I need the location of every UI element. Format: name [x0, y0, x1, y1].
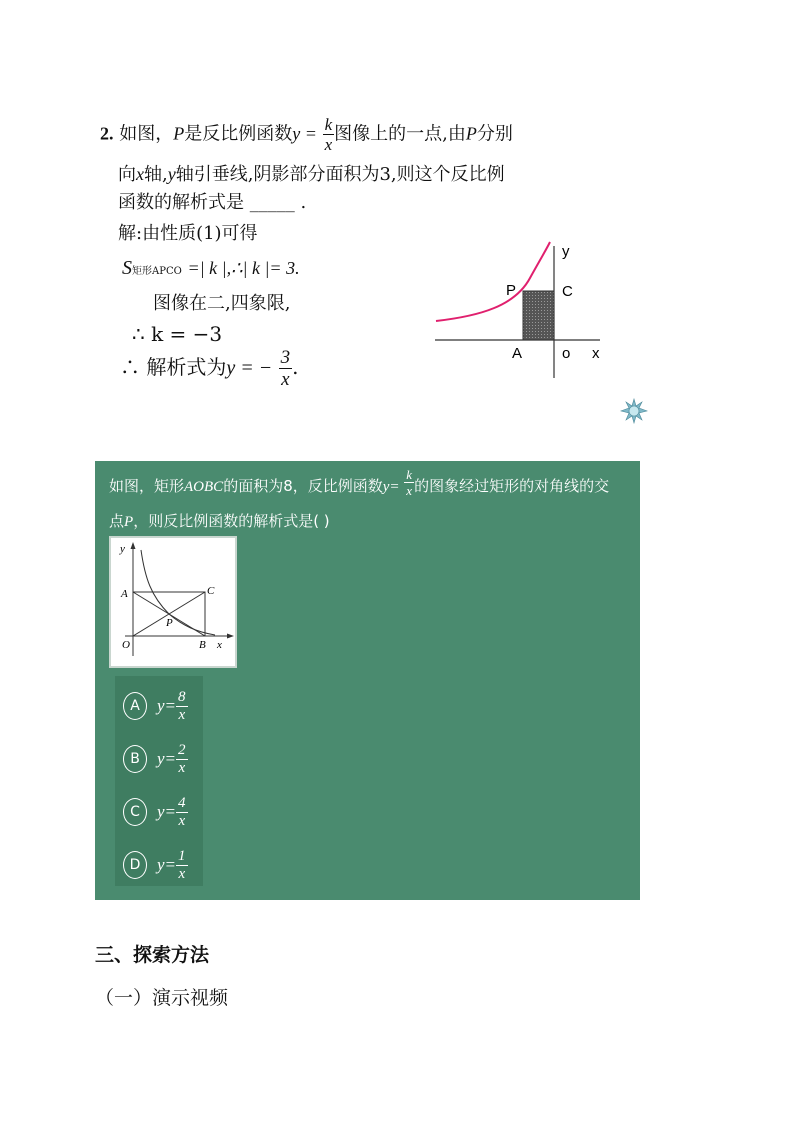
period: . — [292, 355, 299, 379]
green-board — [95, 461, 640, 900]
text: 如图， — [119, 123, 174, 145]
text: 的图象经过矩形的对角线的交 — [414, 477, 610, 495]
rect-name: AOBC — [184, 479, 224, 495]
text: 如图，矩形 — [109, 477, 185, 495]
board-fraction-k-over-x — [404, 468, 414, 497]
hyperbola-graph — [430, 238, 620, 383]
option-a-letter: A — [123, 692, 147, 720]
frac-den: x — [178, 759, 186, 776]
text: 点 — [109, 512, 125, 530]
fraction-k-over-x — [323, 116, 335, 153]
fig-label-c: C — [207, 585, 215, 597]
var-x: x — [136, 164, 144, 184]
graph-label-a: A — [512, 345, 523, 362]
solution-line-1: 解:由性质(1)可得 — [118, 223, 258, 244]
frac-den: x — [324, 135, 333, 154]
option-d[interactable] — [123, 843, 188, 887]
board-figure — [109, 536, 237, 668]
frac-num: 1 — [178, 847, 186, 864]
option-c[interactable] — [123, 790, 188, 834]
graph-label-y: y — [562, 243, 570, 260]
answer-fraction — [279, 348, 293, 389]
solution-line-3: 图像在二,四象限, — [153, 293, 291, 314]
frac-num: 2 — [178, 741, 186, 758]
problem-line-3: 函数的解析式是 _____ . — [118, 192, 307, 213]
var-p: P — [173, 123, 185, 144]
fig-label-b: B — [199, 639, 206, 651]
option-a-fraction — [176, 690, 188, 723]
var-y: y — [167, 164, 176, 184]
fig-label-x: x — [217, 639, 222, 651]
option-d-letter: D — [123, 851, 147, 879]
text: 轴引垂线,阴影部分面积为3,则这个反比例 — [175, 164, 505, 185]
text: 的面积为8，反比例函数 — [223, 477, 383, 495]
text: ∴ 解析式为 — [120, 355, 227, 379]
fig-label-a: A — [121, 588, 128, 600]
board-question-line-2 — [109, 510, 330, 531]
y-eq: y = − — [226, 357, 273, 379]
shaded-rectangle — [523, 291, 554, 340]
graph-label-c: C — [562, 283, 573, 300]
graph-label-p: P — [506, 282, 517, 299]
solution-line-2 — [122, 254, 300, 286]
option-b[interactable] — [123, 737, 188, 781]
option-d-lhs: y= — [157, 855, 177, 874]
option-b-fraction — [176, 743, 188, 776]
problem-number: 2. — [100, 123, 114, 144]
text: 分别 — [476, 123, 513, 145]
fig-label-p: P — [166, 617, 173, 629]
text: ，则反比例函数的解析式是( ) — [133, 512, 330, 530]
y-equals: y = — [292, 123, 317, 144]
option-a-lhs: y= — [157, 696, 177, 715]
text: 图像上的一点,由 — [334, 123, 466, 145]
frac-den: x — [178, 706, 186, 723]
text: 是反比例函数 — [184, 123, 293, 145]
sun-icon — [620, 398, 648, 424]
frac-den: x — [406, 483, 413, 498]
var-p: P — [124, 514, 134, 530]
frac-den: x — [178, 812, 186, 829]
option-a[interactable] — [123, 684, 188, 728]
frac-num: k — [406, 467, 413, 482]
frac-den: x — [281, 369, 290, 390]
fig-label-y: y — [120, 543, 125, 555]
s-subscript: 矩形APCO — [132, 266, 182, 277]
answer-options — [115, 676, 203, 886]
solution-line-4: ∴ k = −3 — [132, 322, 223, 346]
frac-num: 8 — [178, 688, 186, 705]
section-heading: 三、探索方法 — [95, 944, 210, 966]
graph-label-o: o — [562, 345, 571, 362]
s-label: S — [122, 257, 132, 279]
solution-line-5 — [120, 348, 298, 389]
option-b-lhs: y= — [157, 749, 177, 768]
graph-label-x: x — [592, 345, 600, 362]
option-d-fraction — [176, 849, 188, 882]
option-c-letter: C — [123, 798, 147, 826]
s-rest: =| k |,∴| k |= 3. — [187, 258, 300, 278]
problem-line-1 — [100, 116, 660, 153]
fig-label-o: O — [122, 639, 130, 651]
frac-num: k — [324, 115, 333, 134]
board-figure-svg — [111, 538, 235, 666]
option-b-letter: B — [123, 745, 147, 773]
var-p: P — [465, 123, 477, 144]
problem-line-2 — [118, 160, 505, 189]
frac-num: 4 — [178, 794, 186, 811]
text: 轴, — [144, 164, 168, 185]
y-eq: y= — [382, 479, 400, 495]
option-c-lhs: y= — [157, 802, 177, 821]
frac-den: x — [178, 865, 186, 882]
fig-y-arrow — [131, 542, 136, 549]
option-c-fraction — [176, 796, 188, 829]
text: 向 — [118, 164, 136, 185]
fig-x-arrow — [227, 634, 234, 639]
frac-num: 3 — [280, 347, 291, 368]
subsection-heading: （一）演示视频 — [95, 987, 229, 1009]
board-question-line-1 — [109, 467, 639, 498]
